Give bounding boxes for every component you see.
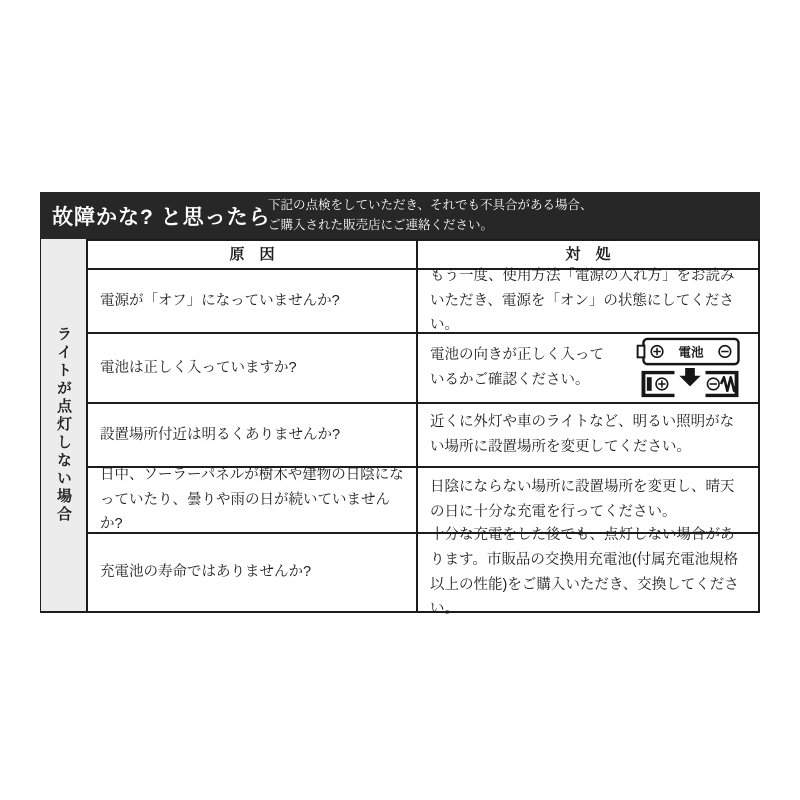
column-header-cause: 原 因 [88, 241, 418, 268]
troubleshooting-section [40, 192, 760, 618]
battery-label: 電池 [678, 345, 704, 360]
column-header-remedy: 対 処 [565, 245, 611, 263]
cause-cell: 日中、ソーラーパネルが樹木や建物の日陰になっていたり、曇りや雨の日が続いていませんか? [88, 468, 418, 532]
case-side-tab [40, 239, 86, 613]
battery-orientation-icon [630, 336, 750, 400]
cause-cell: 電池は正しく入っていますか? [88, 334, 418, 402]
troubleshooting-body [40, 239, 760, 618]
cause-cell: 設置場所付近は明るくありませんか? [88, 404, 418, 466]
table-row [88, 466, 758, 532]
compartment-minus-icon [707, 378, 719, 390]
section-title: 故障かな? と思ったら [52, 205, 271, 229]
spring-icon [721, 377, 737, 391]
section-header-bar [40, 192, 760, 239]
troubleshooting-table [86, 239, 760, 618]
arrow-down-icon [679, 368, 700, 386]
section-subtitle [268, 196, 593, 235]
table-row [88, 402, 758, 466]
section-subtitle-line2: ご購入された販売店にご連絡ください。 [268, 217, 494, 232]
remedy-cell: もう一度、使用方法「電源の入れ方」をお読みいただき、電源を「オン」の状態にしてください。 [430, 268, 735, 334]
cause-cell: 充電池の寿命ではありませんか? [88, 534, 418, 611]
battery-icon [638, 339, 739, 364]
remedy-text: 電池の向きが正しく入っているかご確認ください。 [430, 347, 604, 388]
cause-cell: 電源が「オフ」になっていませんか? [88, 270, 418, 332]
compartment-plus-icon [656, 378, 668, 390]
table-row [88, 332, 758, 402]
section-subtitle-line1: 下記の点検をしていただき、それでも不具合がある場合、 [268, 198, 593, 213]
case-side-tab-label: ライトが点灯しない場合 [55, 326, 72, 524]
remedy-cell [418, 334, 758, 402]
table-row [88, 527, 758, 618]
remedy-cell: 近くに外灯や車のライトなど、明るい照明がない場所に設置場所を変更してください。 [430, 414, 735, 455]
remedy-cell: 十分な充電をした後でも、点灯しない場合があります。市販品の交換用充電池(付属充電池規格以上の性能)をご購入いただき、交換してください。 [430, 527, 739, 618]
remedy-cell: 日陰にならない場所に設置場所を変更し、晴天の日に十分な充電を行ってください。 [430, 479, 735, 520]
table-row [88, 268, 758, 332]
